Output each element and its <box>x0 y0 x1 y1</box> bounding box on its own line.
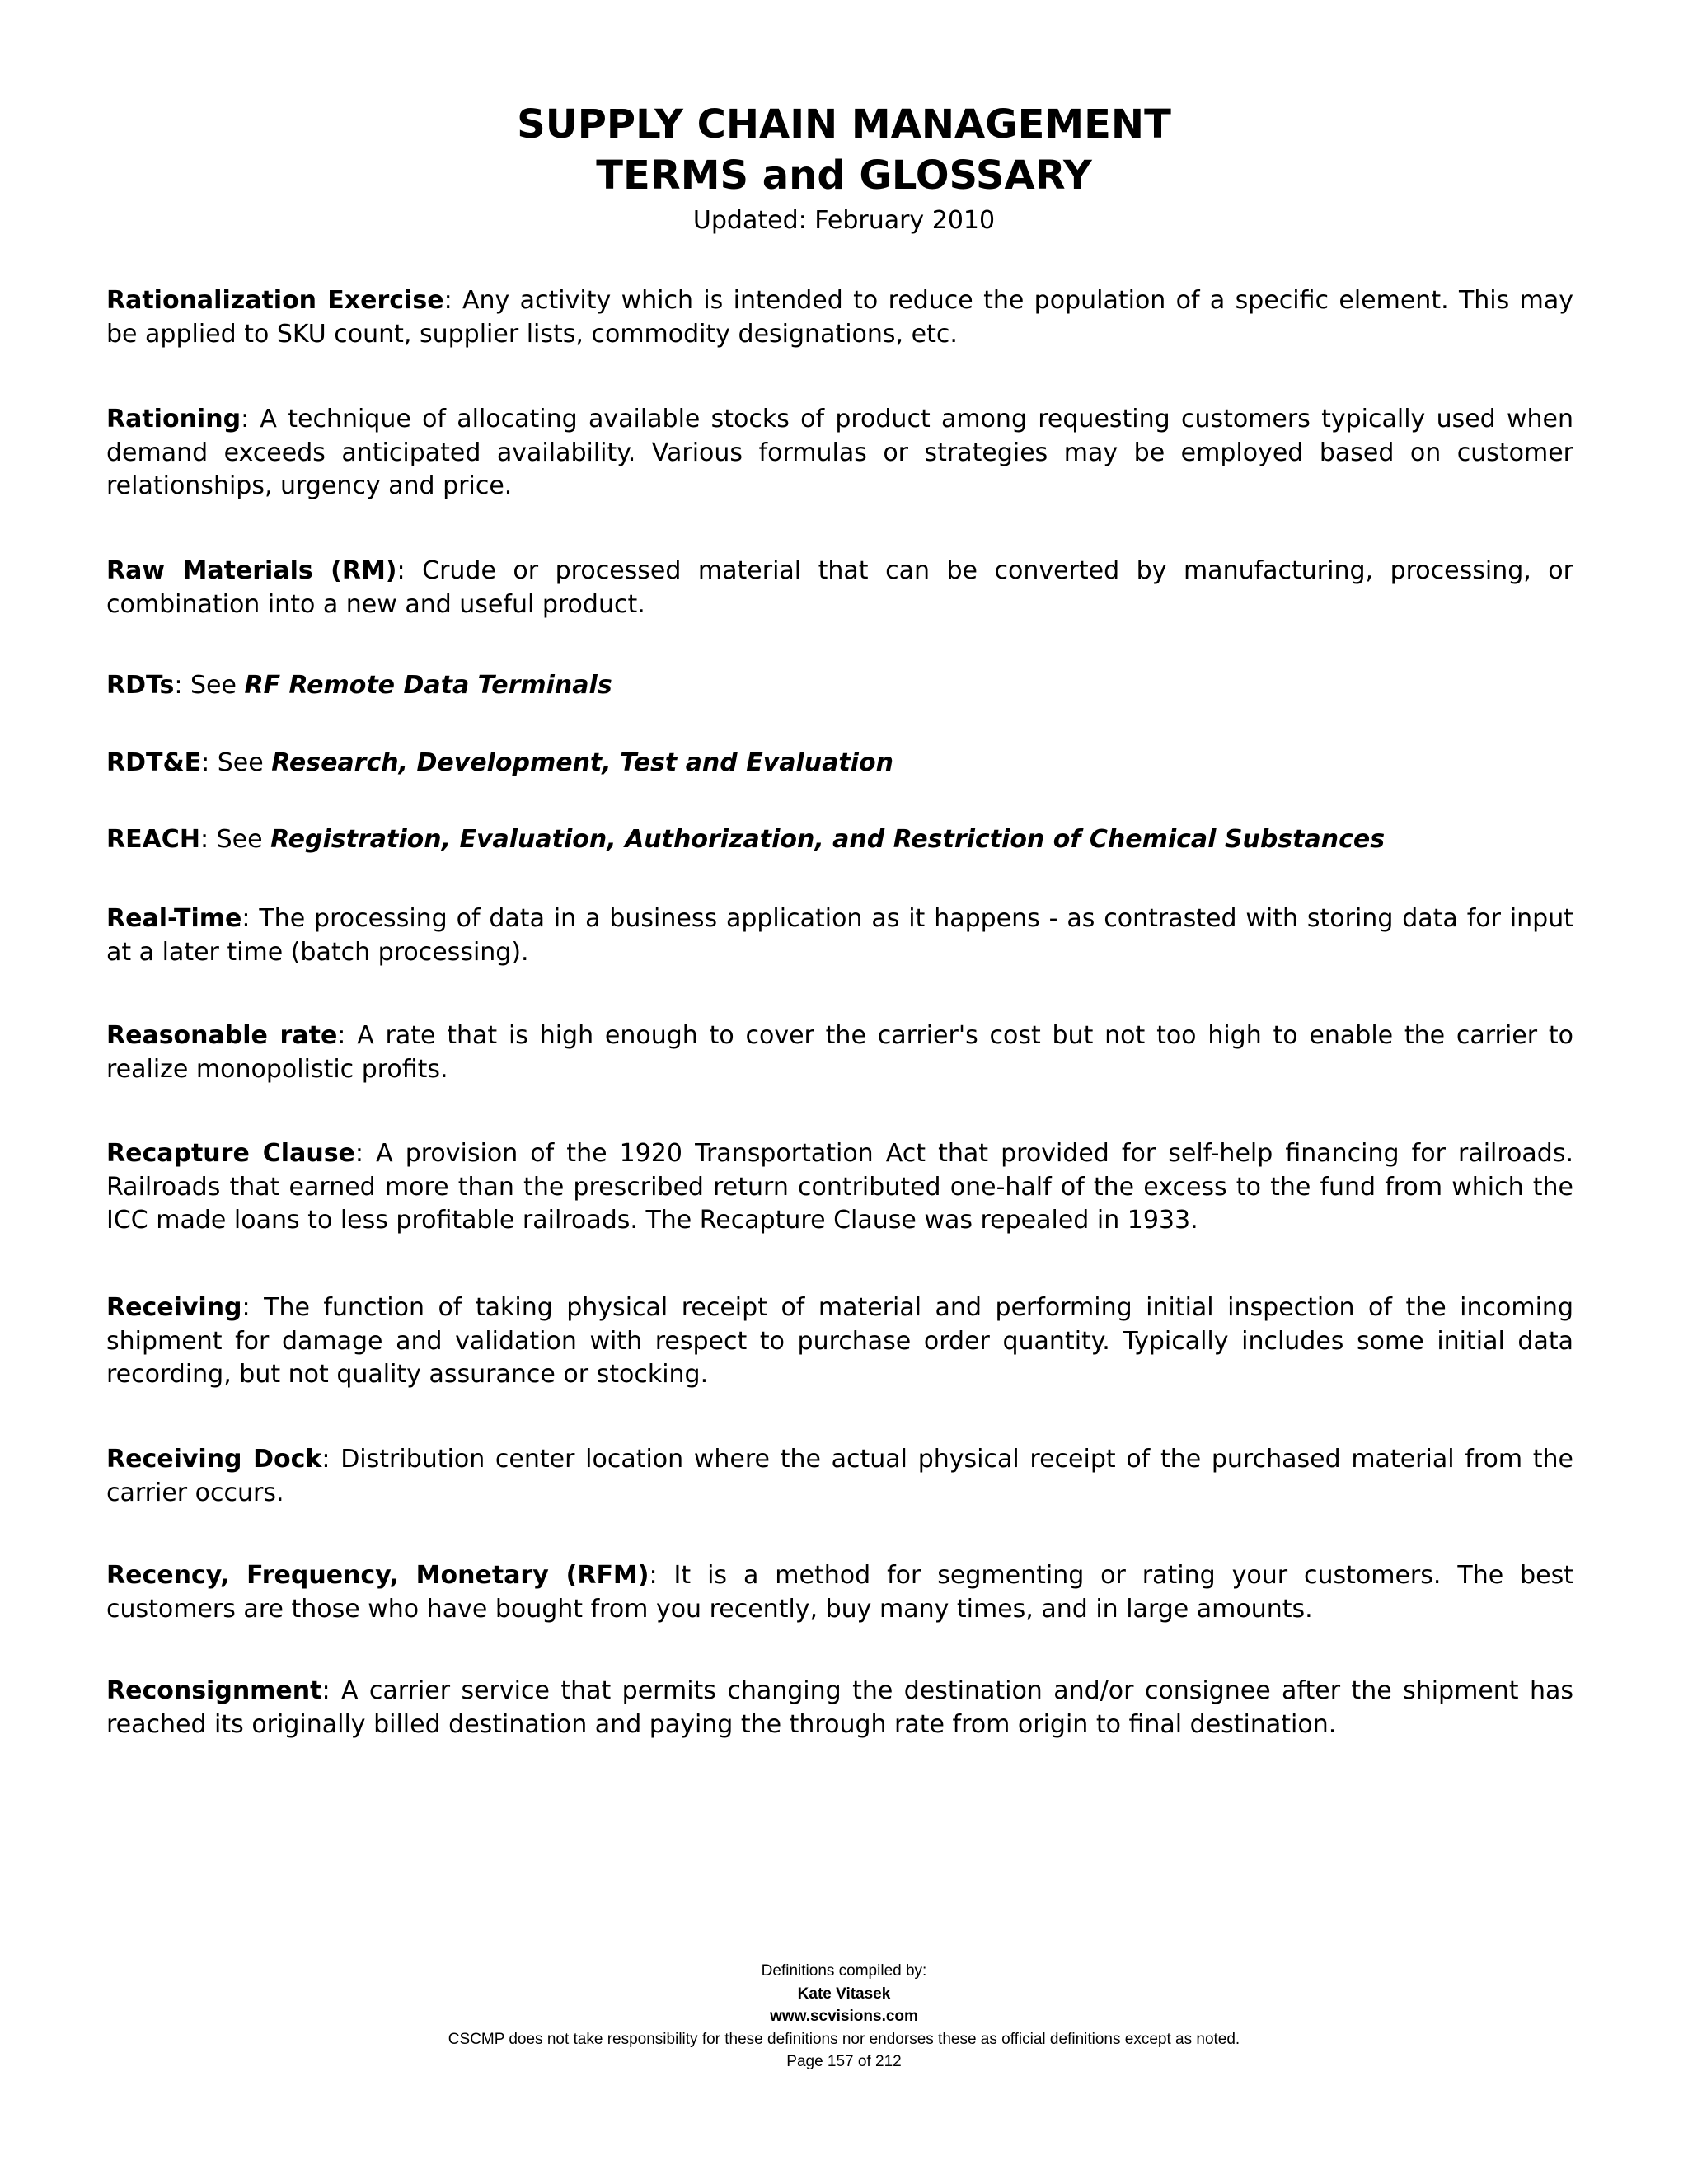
entry-term: REACH <box>106 825 200 854</box>
entry-term: Receiving <box>106 1293 242 1322</box>
glossary-entry <box>106 284 1573 351</box>
entry-term: RDTs <box>106 671 175 700</box>
glossary-entry <box>106 1675 1573 1741</box>
glossary-entry <box>106 555 1573 621</box>
page-number: Page 157 of 212 <box>786 2053 902 2070</box>
glossary-entry <box>106 902 1573 969</box>
entry-term: Rationing <box>106 405 241 434</box>
cross-reference-link[interactable]: Registration, Evaluation, Authorization, and Restriction of Chemical Substances <box>270 825 1386 854</box>
entry-definition: : A provision of the 1920 Transportation Act that provided for self-help financing for railroads. Railroads that earned more than the prescribed return contributed one-half of the excess to the fund from which the ICC made loans to less profitable railroads. The Recapture Clause was repealed in 1933. <box>106 1139 1573 1235</box>
entry-term: Real-Time <box>106 904 242 933</box>
entry-term: Recency, Frequency, Monetary (RFM) <box>106 1561 649 1590</box>
entry-term: Rationalization Exercise <box>106 286 444 315</box>
updated-date: Updated: February 2010 <box>692 206 996 235</box>
glossary-entry <box>106 1137 1573 1238</box>
glossary-entry <box>106 1559 1573 1626</box>
glossary-entry <box>106 1291 1573 1392</box>
page-footer <box>0 1960 1688 2074</box>
entry-definition: : Distribution center location where the actual physical receipt of the purchased material from the carrier occurs. <box>106 1445 1573 1507</box>
entry-definition: : It is a method for segmenting or rating your customers. The best customers are those who have bought from you recently, buy many times, and in large amounts. <box>106 1561 1573 1624</box>
entry-definition: : The function of taking physical receipt of material and performing initial inspection of the incoming shipment for damage and validation with respect to purchase order quantity. Typically includes some initial data recording, but not quality assurance or stocking. <box>106 1293 1573 1389</box>
entry-term: Raw Materials (RM) <box>106 556 397 585</box>
glossary-entry <box>106 747 1573 780</box>
entry-term: RDT&E <box>106 748 202 777</box>
entry-definition: : See <box>174 671 245 700</box>
entry-definition: : See <box>199 825 271 854</box>
entry-definition: : A technique of allocating available stocks of product among requesting customers typically used when demand exceeds anticipated availability. Various formulas or strategies may be employed based on customer relationships, urgency and price. <box>106 405 1573 500</box>
disclaimer-text: CSCMP does not take responsibility for these definitions nor endorses these as official definitions except as noted. <box>448 2030 1240 2048</box>
entry-definition: : See <box>201 748 272 777</box>
page-header <box>0 99 1688 239</box>
entry-term: Receiving Dock <box>106 1445 322 1474</box>
compiled-by-label: Definitions compiled by: <box>761 1962 927 1980</box>
entry-definition: : A rate that is high enough to cover the carrier's cost but not too high to enable the carrier to realize monopolistic profits. <box>106 1021 1573 1084</box>
entry-definition: : Any activity which is intended to reduce the population of a specific element. This may be applied to SKU count, supplier lists, commodity designations, etc. <box>106 286 1573 349</box>
page-title-line-2: TERMS and GLOSSARY <box>596 152 1092 199</box>
cross-reference-link[interactable]: RF Remote Data Terminals <box>244 671 612 700</box>
entry-definition: : The processing of data in a business application as it happens - as contrasted with storing data for input at a later time (batch processing). <box>106 904 1573 967</box>
glossary-entry <box>106 1443 1573 1510</box>
glossary-entry <box>106 1019 1573 1086</box>
entry-term: Reconsignment <box>106 1676 322 1705</box>
entry-definition: : Crude or processed material that can be converted by manufacturing, processing, or combination into a new and useful product. <box>106 556 1573 619</box>
entry-definition: : A carrier service that permits changing the destination and/or consignee after the shipment has reached its originally billed destination and paying the through rate from origin to final destination. <box>106 1676 1573 1739</box>
author-name: Kate Vitasek <box>797 1985 891 2003</box>
page-title-line-1: SUPPLY CHAIN MANAGEMENT <box>517 101 1171 148</box>
glossary-entry <box>106 823 1573 857</box>
entry-term: Recapture Clause <box>106 1139 355 1168</box>
glossary-entry <box>106 669 1573 703</box>
entry-term: Reasonable rate <box>106 1021 338 1050</box>
glossary-entry <box>106 403 1573 504</box>
cross-reference-link[interactable]: Research, Development, Test and Evaluation <box>271 748 893 777</box>
website-link[interactable]: www.scvisions.com <box>770 2008 918 2025</box>
